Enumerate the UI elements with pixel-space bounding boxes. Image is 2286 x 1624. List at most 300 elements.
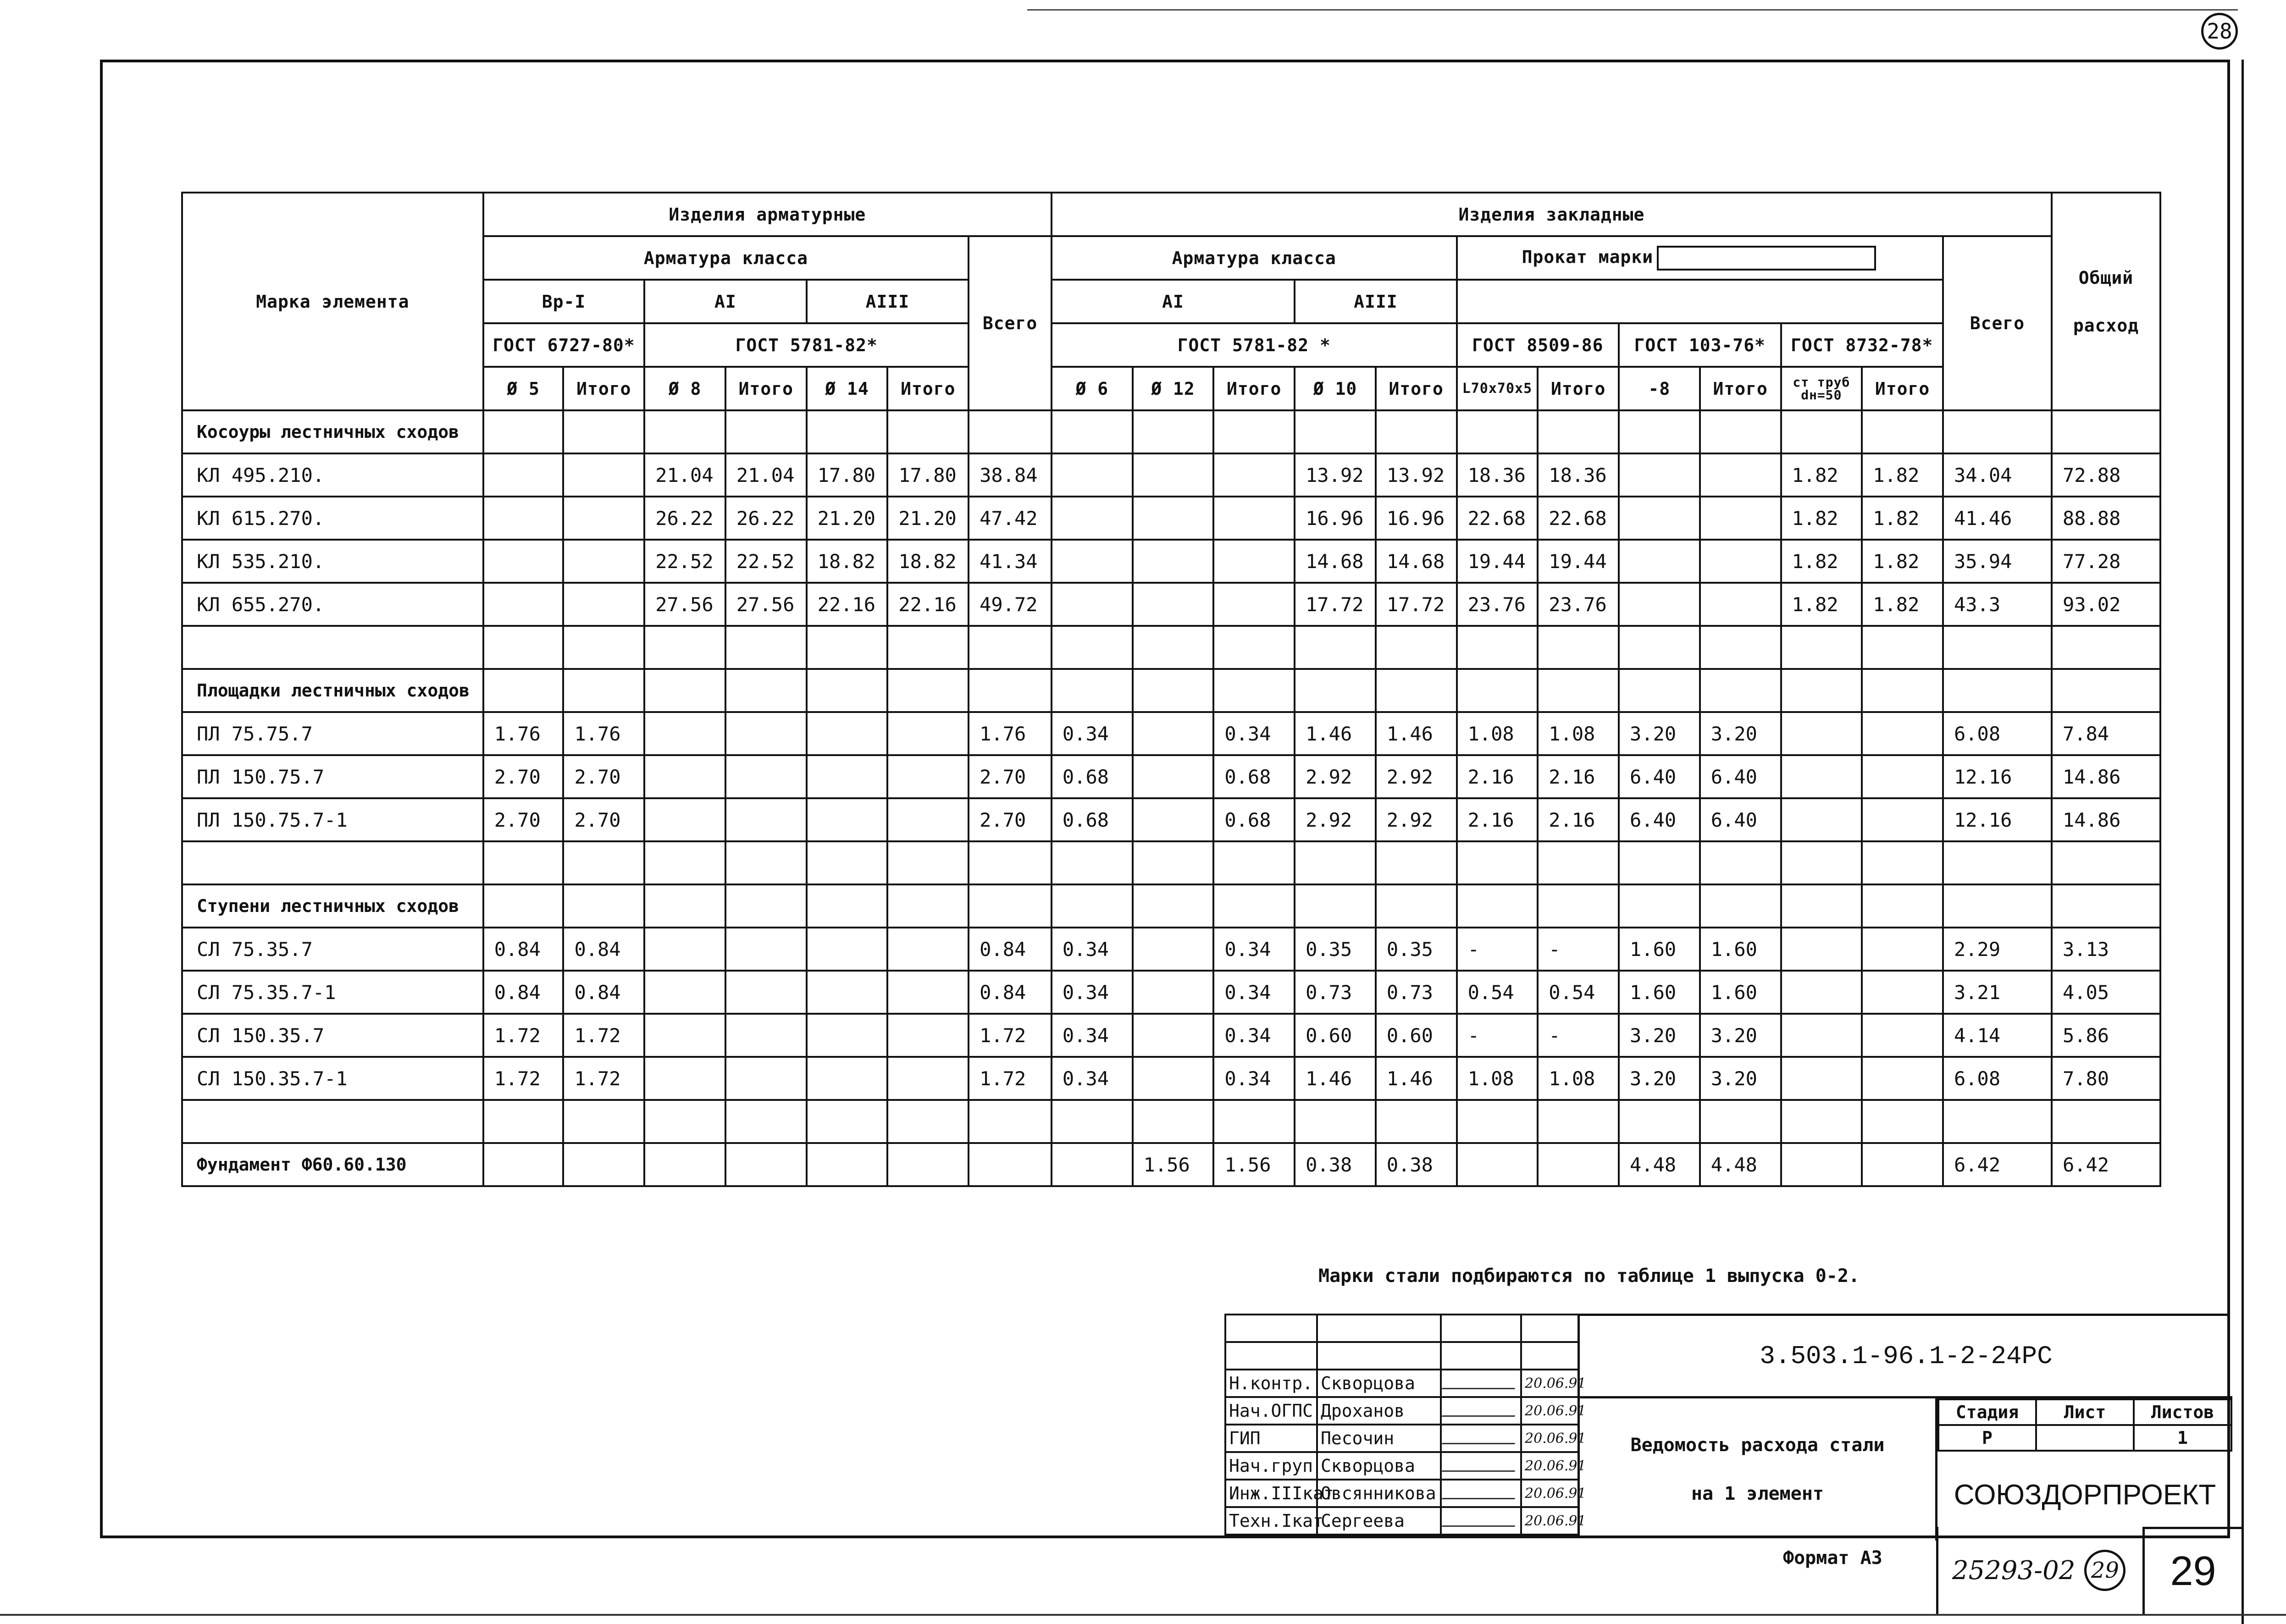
- table-cell: [1619, 497, 1700, 540]
- table-cell: 1.60: [1700, 971, 1781, 1014]
- table-cell: 13.92: [1295, 453, 1376, 497]
- table-cell: [483, 540, 564, 583]
- table-cell-empty: [1781, 1100, 1862, 1143]
- table-cell-empty: [1213, 1100, 1295, 1143]
- sub-header: Итого: [1700, 367, 1781, 410]
- table-cell-empty: [2052, 410, 2160, 453]
- table-cell: [1457, 1143, 1538, 1186]
- signature-cell-empty: [1441, 1315, 1521, 1342]
- row-mark: СЛ 75.35.7: [182, 928, 483, 971]
- table-cell: [1700, 453, 1781, 497]
- steel-consumption-table: [181, 192, 2161, 1187]
- section-title: Косоуры лестничных сходов: [182, 410, 483, 453]
- table-cell: [1133, 540, 1214, 583]
- sub-header: Итого: [1862, 367, 1943, 410]
- table-cell: 1.82: [1781, 583, 1862, 626]
- handwritten-signature: [1441, 1480, 1521, 1507]
- signature-cell-empty: [1317, 1315, 1441, 1342]
- table-cell-empty: [563, 1100, 644, 1143]
- signature-row-empty: [1225, 1342, 1578, 1370]
- top-rule: [1027, 9, 2238, 11]
- table-cell: 1.72: [969, 1014, 1052, 1057]
- table-cell: 21.20: [887, 497, 969, 540]
- table-cell: 3.20: [1619, 712, 1700, 755]
- table-cell-empty: [1133, 626, 1214, 669]
- sheet-number-circle: 28: [2201, 13, 2238, 50]
- table-cell-empty: [1943, 410, 2052, 453]
- table-cell: [644, 928, 725, 971]
- table-cell: 6.40: [1619, 798, 1700, 841]
- table-row-empty: [182, 841, 2160, 884]
- table-cell: [1781, 928, 1862, 971]
- signature-date: 20.06.91: [1521, 1370, 1578, 1397]
- table-cell: [1781, 755, 1862, 798]
- table-cell-empty: [1538, 626, 1619, 669]
- table-cell: 4.05: [2052, 971, 2160, 1014]
- table-cell-empty: [1133, 410, 1214, 453]
- table-cell-empty: [725, 884, 807, 928]
- table-cell-empty: [2052, 669, 2160, 712]
- table-cell: 21.04: [725, 453, 807, 497]
- table-cell-empty: [1376, 410, 1457, 453]
- signature-name: Овсянникова: [1317, 1480, 1441, 1507]
- table-cell: [1781, 971, 1862, 1014]
- table-cell-empty: [1052, 1100, 1133, 1143]
- table-cell: 1.76: [563, 712, 644, 755]
- table-cell-empty: [1052, 669, 1133, 712]
- table-cell: 18.36: [1538, 453, 1619, 497]
- header-gost-8509: ГОСТ 8509-86: [1457, 323, 1619, 367]
- table-cell: [807, 1057, 888, 1100]
- table-cell-empty: [563, 669, 644, 712]
- table-cell: [887, 1143, 969, 1186]
- table-cell: 3.21: [1943, 971, 2052, 1014]
- row-mark: КЛ 655.270.: [182, 583, 483, 626]
- steel-grade-note: Марки стали подбираются по таблице 1 выпуска 0-2.: [1318, 1265, 1860, 1287]
- table-cell: 4.48: [1700, 1143, 1781, 1186]
- table-row: [182, 712, 2160, 755]
- table-cell: 4.14: [1943, 1014, 2052, 1057]
- row-mark: СЛ 75.35.7-1: [182, 971, 483, 1014]
- table-cell: [807, 971, 888, 1014]
- table-cell: [1619, 453, 1700, 497]
- table-cell: 0.60: [1376, 1014, 1457, 1057]
- table-cell-empty: [1295, 841, 1376, 884]
- table-cell-empty: [483, 626, 564, 669]
- table-cell: 6.08: [1943, 712, 2052, 755]
- format-label: Формат А3: [1783, 1547, 1882, 1569]
- table-cell: -: [1457, 928, 1538, 971]
- table-cell-empty: [644, 410, 725, 453]
- table-cell-empty: [887, 884, 969, 928]
- table-cell-empty: [1538, 1100, 1619, 1143]
- table-cell: [563, 583, 644, 626]
- table-cell: 0.84: [969, 928, 1052, 971]
- signature-row: [1225, 1480, 1578, 1507]
- table-cell: [807, 928, 888, 971]
- table-cell: 0.54: [1457, 971, 1538, 1014]
- table-row: [182, 497, 2160, 540]
- sub-header: Итого: [725, 367, 807, 410]
- table-cell: 12.16: [1943, 755, 2052, 798]
- table-cell-empty: [1376, 669, 1457, 712]
- signature-scribble: [1442, 1484, 1520, 1499]
- table-cell: [1052, 497, 1133, 540]
- table-cell: [644, 1143, 725, 1186]
- title-block: [1224, 1314, 2230, 1538]
- signature-name: Дроханов: [1317, 1397, 1441, 1425]
- table-cell: 18.82: [887, 540, 969, 583]
- table-cell: 22.16: [887, 583, 969, 626]
- table-cell: [1781, 1057, 1862, 1100]
- table-cell: 1.56: [1213, 1143, 1295, 1186]
- table-cell: 6.40: [1700, 798, 1781, 841]
- table-cell-empty: [1862, 626, 1943, 669]
- header-gost-6727: ГОСТ 6727-80*: [483, 323, 644, 367]
- table-cell-empty: [1538, 884, 1619, 928]
- signature-role: Техн.Iкат.: [1225, 1507, 1317, 1535]
- header-a1-embedded: AI: [1052, 280, 1295, 323]
- table-cell-empty: [887, 669, 969, 712]
- section-title: Ступени лестничных сходов: [182, 884, 483, 928]
- table-cell: 0.34: [1052, 928, 1133, 971]
- table-cell: [644, 798, 725, 841]
- table-cell: [887, 1014, 969, 1057]
- table-cell: [887, 712, 969, 755]
- table-cell: [725, 755, 807, 798]
- table-cell: -: [1538, 1014, 1619, 1057]
- signature-name: Скворцова: [1317, 1452, 1441, 1480]
- table-cell-empty: [1295, 1100, 1376, 1143]
- table-cell: [483, 453, 564, 497]
- frame-right-edge: [2242, 60, 2244, 1624]
- header-gost-5781-embedded: ГОСТ 5781-82 *: [1052, 323, 1457, 367]
- document-name-line-2: на 1 элемент: [1691, 1483, 1824, 1504]
- table-cell-empty: [1213, 626, 1295, 669]
- table-cell: 1.08: [1457, 712, 1538, 755]
- table-cell-empty: [1943, 669, 2052, 712]
- table-cell: 1.72: [563, 1014, 644, 1057]
- table-cell-empty: [1213, 669, 1295, 712]
- table-cell: [1213, 497, 1295, 540]
- table-cell: 5.86: [2052, 1014, 2160, 1057]
- table-cell: 6.08: [1943, 1057, 2052, 1100]
- handwritten-signature: [1441, 1507, 1521, 1535]
- table-cell-empty: [1700, 841, 1781, 884]
- table-cell-empty: [644, 669, 725, 712]
- table-cell: 0.34: [1213, 1014, 1295, 1057]
- signature-name: Песочин: [1317, 1425, 1441, 1452]
- table-cell-empty: [1943, 841, 2052, 884]
- table-cell-empty: [1619, 410, 1700, 453]
- table-cell-empty: [1619, 841, 1700, 884]
- table-cell: 3.20: [1700, 1014, 1781, 1057]
- stage-value: Р: [1938, 1425, 2036, 1451]
- table-cell: [1213, 540, 1295, 583]
- table-cell-empty: [563, 410, 644, 453]
- table-cell-empty: [887, 1100, 969, 1143]
- table-cell: 18.82: [807, 540, 888, 583]
- table-cell-empty: [1538, 410, 1619, 453]
- bottom-rule: [0, 1614, 2286, 1616]
- table-cell-empty: [1457, 841, 1538, 884]
- table-cell-empty: [644, 626, 725, 669]
- table-row: [182, 798, 2160, 841]
- table-cell-empty: [1781, 884, 1862, 928]
- table-cell: 1.60: [1700, 928, 1781, 971]
- table-cell-empty: [1052, 410, 1133, 453]
- table-cell-empty: [1619, 1100, 1700, 1143]
- table-cell-empty: [807, 1100, 888, 1143]
- table-cell: 12.16: [1943, 798, 2052, 841]
- section-title: Площадки лестничных сходов: [182, 669, 483, 712]
- table-cell-empty: [1052, 884, 1133, 928]
- table-cell: [644, 1057, 725, 1100]
- table-cell-empty: [1862, 884, 1943, 928]
- table-cell-empty: [1295, 669, 1376, 712]
- table-cell: [725, 712, 807, 755]
- signature-row-empty: [1225, 1315, 1578, 1342]
- table-cell: [1133, 1057, 1214, 1100]
- header-embedded-parts: Изделия закладные: [1052, 193, 2052, 236]
- table-cell: 0.54: [1538, 971, 1619, 1014]
- signature-row: [1225, 1507, 1578, 1535]
- signature-role: Нач.ОГПС: [1225, 1397, 1317, 1425]
- table-cell: 2.16: [1538, 755, 1619, 798]
- sub-header: Ø 6: [1052, 367, 1133, 410]
- table-cell-empty: [725, 410, 807, 453]
- table-cell-empty: [807, 410, 888, 453]
- table-row: [182, 1014, 2160, 1057]
- header-a3: AIII: [807, 280, 969, 323]
- table-cell-empty: [807, 669, 888, 712]
- table-row: [182, 928, 2160, 971]
- row-mark: ПЛ 150.75.7: [182, 755, 483, 798]
- table-cell-empty: [644, 841, 725, 884]
- sub-header: Итого: [1376, 367, 1457, 410]
- table-cell: 1.46: [1376, 712, 1457, 755]
- sub-header: -8: [1619, 367, 1700, 410]
- table-cell: 0.84: [563, 928, 644, 971]
- signature-table: [1224, 1314, 1586, 1536]
- sub-header: ст труб dн=50: [1781, 367, 1862, 410]
- table-cell: [725, 798, 807, 841]
- header-rolled-mark: [1457, 236, 1943, 280]
- table-cell: 0.73: [1376, 971, 1457, 1014]
- table-cell: -: [1457, 1014, 1538, 1057]
- table-cell: [887, 1057, 969, 1100]
- table-cell: 2.70: [483, 755, 564, 798]
- header-overall-line2: расход: [2073, 315, 2139, 336]
- table-cell: [1862, 712, 1943, 755]
- table-cell-empty: [2052, 626, 2160, 669]
- table-cell: 47.42: [969, 497, 1052, 540]
- handwritten-signature: [1441, 1425, 1521, 1452]
- table-cell: 16.96: [1295, 497, 1376, 540]
- table-cell: [887, 971, 969, 1014]
- table-cell-empty: [1943, 884, 2052, 928]
- handwritten-signature: [1441, 1397, 1521, 1425]
- handwritten-signature: [1441, 1452, 1521, 1480]
- table-cell: [887, 755, 969, 798]
- signature-name: Сергеева: [1317, 1507, 1441, 1535]
- table-cell: [483, 583, 564, 626]
- table-cell-empty: [1943, 626, 2052, 669]
- table-cell-empty: [182, 1100, 483, 1143]
- table-cell: 34.04: [1943, 453, 2052, 497]
- table-cell-empty: [1376, 884, 1457, 928]
- signature-cell-empty: [1521, 1315, 1578, 1342]
- table-cell-empty: [969, 884, 1052, 928]
- table-row-empty: [182, 1100, 2160, 1143]
- inventory-number-box: [1936, 1527, 2142, 1614]
- table-cell: 0.34: [1213, 928, 1295, 971]
- table-cell: 1.08: [1457, 1057, 1538, 1100]
- table-cell: 22.68: [1457, 497, 1538, 540]
- table-cell: [807, 1143, 888, 1186]
- table-cell: [1862, 1143, 1943, 1186]
- signature-row: [1225, 1452, 1578, 1480]
- table-cell: 1.82: [1862, 497, 1943, 540]
- table-cell: [1213, 453, 1295, 497]
- table-cell: 1.82: [1862, 583, 1943, 626]
- row-mark: КЛ 615.270.: [182, 497, 483, 540]
- table-cell: 27.56: [725, 583, 807, 626]
- table-cell-empty: [1619, 669, 1700, 712]
- table-cell-empty: [1700, 669, 1781, 712]
- table-cell: 0.68: [1052, 798, 1133, 841]
- table-cell: 0.68: [1213, 798, 1295, 841]
- table-cell-empty: [969, 1100, 1052, 1143]
- header-rebar-class-2: Арматура класса: [1052, 236, 1457, 280]
- table-cell-empty: [1943, 1100, 2052, 1143]
- table-cell: 17.80: [887, 453, 969, 497]
- table-cell-empty: [1700, 884, 1781, 928]
- table-cell: 41.46: [1943, 497, 2052, 540]
- table-cell: 16.96: [1376, 497, 1457, 540]
- signature-row: [1225, 1425, 1578, 1452]
- table-cell: 77.28: [2052, 540, 2160, 583]
- table-cell: 22.16: [807, 583, 888, 626]
- table-cell: 22.52: [725, 540, 807, 583]
- signature-cell-empty: [1441, 1342, 1521, 1370]
- table-cell: 1.56: [1133, 1143, 1214, 1186]
- table-row-empty: [182, 626, 2160, 669]
- sub-header: Итого: [1213, 367, 1295, 410]
- signature-cell-empty: [1317, 1342, 1441, 1370]
- table-row: [182, 453, 2160, 497]
- table-cell: 0.34: [1052, 971, 1133, 1014]
- sheets-label: Листов: [2134, 1399, 2231, 1425]
- table-cell: 1.46: [1295, 712, 1376, 755]
- table-cell-empty: [1133, 669, 1214, 712]
- table-cell-empty: [969, 626, 1052, 669]
- table-cell: 3.20: [1619, 1057, 1700, 1100]
- table-cell: 1.72: [969, 1057, 1052, 1100]
- signature-cell-empty: [1521, 1342, 1578, 1370]
- table-cell: [1700, 583, 1781, 626]
- table-cell-empty: [807, 626, 888, 669]
- table-cell: [1862, 1014, 1943, 1057]
- row-mark: КЛ 495.210.: [182, 453, 483, 497]
- table-cell: 1.08: [1538, 712, 1619, 755]
- table-cell: 93.02: [2052, 583, 2160, 626]
- table-cell-empty: [1781, 626, 1862, 669]
- organization-name: СОЮЗДОРПРОЕКТ: [1954, 1479, 2216, 1511]
- table-cell-empty: [2052, 884, 2160, 928]
- table-cell-empty: [725, 669, 807, 712]
- sub-header: L70x70x5: [1457, 367, 1538, 410]
- table-cell: [1133, 497, 1214, 540]
- table-cell: 0.84: [969, 971, 1052, 1014]
- table-cell: 22.68: [1538, 497, 1619, 540]
- table-cell-empty: [1781, 410, 1862, 453]
- table-cell: 1.60: [1619, 971, 1700, 1014]
- table-cell: 14.68: [1376, 540, 1457, 583]
- header-rolled-blank: [1457, 280, 1943, 323]
- signature-date: 20.06.91: [1521, 1425, 1578, 1452]
- table-row: [182, 540, 2160, 583]
- row-mark: СЛ 150.35.7: [182, 1014, 483, 1057]
- row-mark: СЛ 150.35.7-1: [182, 1057, 483, 1100]
- table-row: [182, 755, 2160, 798]
- signature-cell-empty: [1225, 1315, 1317, 1342]
- header-rolled-mark-label: Прокат марки: [1522, 247, 1654, 267]
- table-cell: 6.40: [1619, 755, 1700, 798]
- table-body: [182, 410, 2160, 1186]
- table-cell: [807, 1014, 888, 1057]
- signature-date: 20.06.91: [1521, 1397, 1578, 1425]
- table-cell: 14.86: [2052, 798, 2160, 841]
- table-cell: 14.68: [1295, 540, 1376, 583]
- table-cell: 18.36: [1457, 453, 1538, 497]
- sub-header: Ø 8: [644, 367, 725, 410]
- table-cell: [483, 1143, 564, 1186]
- table-cell: 3.13: [2052, 928, 2160, 971]
- table-cell-empty: [969, 669, 1052, 712]
- table-cell-empty: [1295, 884, 1376, 928]
- title-block-right: [1578, 1314, 2230, 1538]
- signature-date: 20.06.91: [1521, 1452, 1578, 1480]
- header-rebar-class: Арматура класса: [483, 236, 969, 280]
- table-cell-empty: [1133, 1100, 1214, 1143]
- table-cell: 0.34: [1213, 1057, 1295, 1100]
- table-cell: 1.08: [1538, 1057, 1619, 1100]
- rolled-mark-box: [1657, 246, 1876, 271]
- document-name-line-1: Ведомость расхода стали: [1630, 1435, 1885, 1456]
- header-gost-103: ГОСТ 103-76*: [1619, 323, 1781, 367]
- table-cell-empty: [1295, 410, 1376, 453]
- table-cell: 22.52: [644, 540, 725, 583]
- header-bp1: Вр-I: [483, 280, 644, 323]
- table-cell: 2.16: [1538, 798, 1619, 841]
- table-cell-empty: [725, 841, 807, 884]
- table-cell: [1700, 540, 1781, 583]
- table-cell: 1.82: [1781, 453, 1862, 497]
- table-cell: 0.84: [483, 971, 564, 1014]
- sub-header: Итого: [563, 367, 644, 410]
- table-cell: 2.16: [1457, 755, 1538, 798]
- table-cell: 2.70: [563, 798, 644, 841]
- row-mark: Фундамент Ф60.60.130: [182, 1143, 483, 1186]
- table-cell: 0.34: [1052, 1057, 1133, 1100]
- table-cell: 38.84: [969, 453, 1052, 497]
- signature-cell-empty: [1225, 1342, 1317, 1370]
- table-cell-empty: [2052, 841, 2160, 884]
- signature-role: ГИП: [1225, 1425, 1317, 1452]
- table-cell: [1619, 583, 1700, 626]
- table-cell-empty: [1781, 669, 1862, 712]
